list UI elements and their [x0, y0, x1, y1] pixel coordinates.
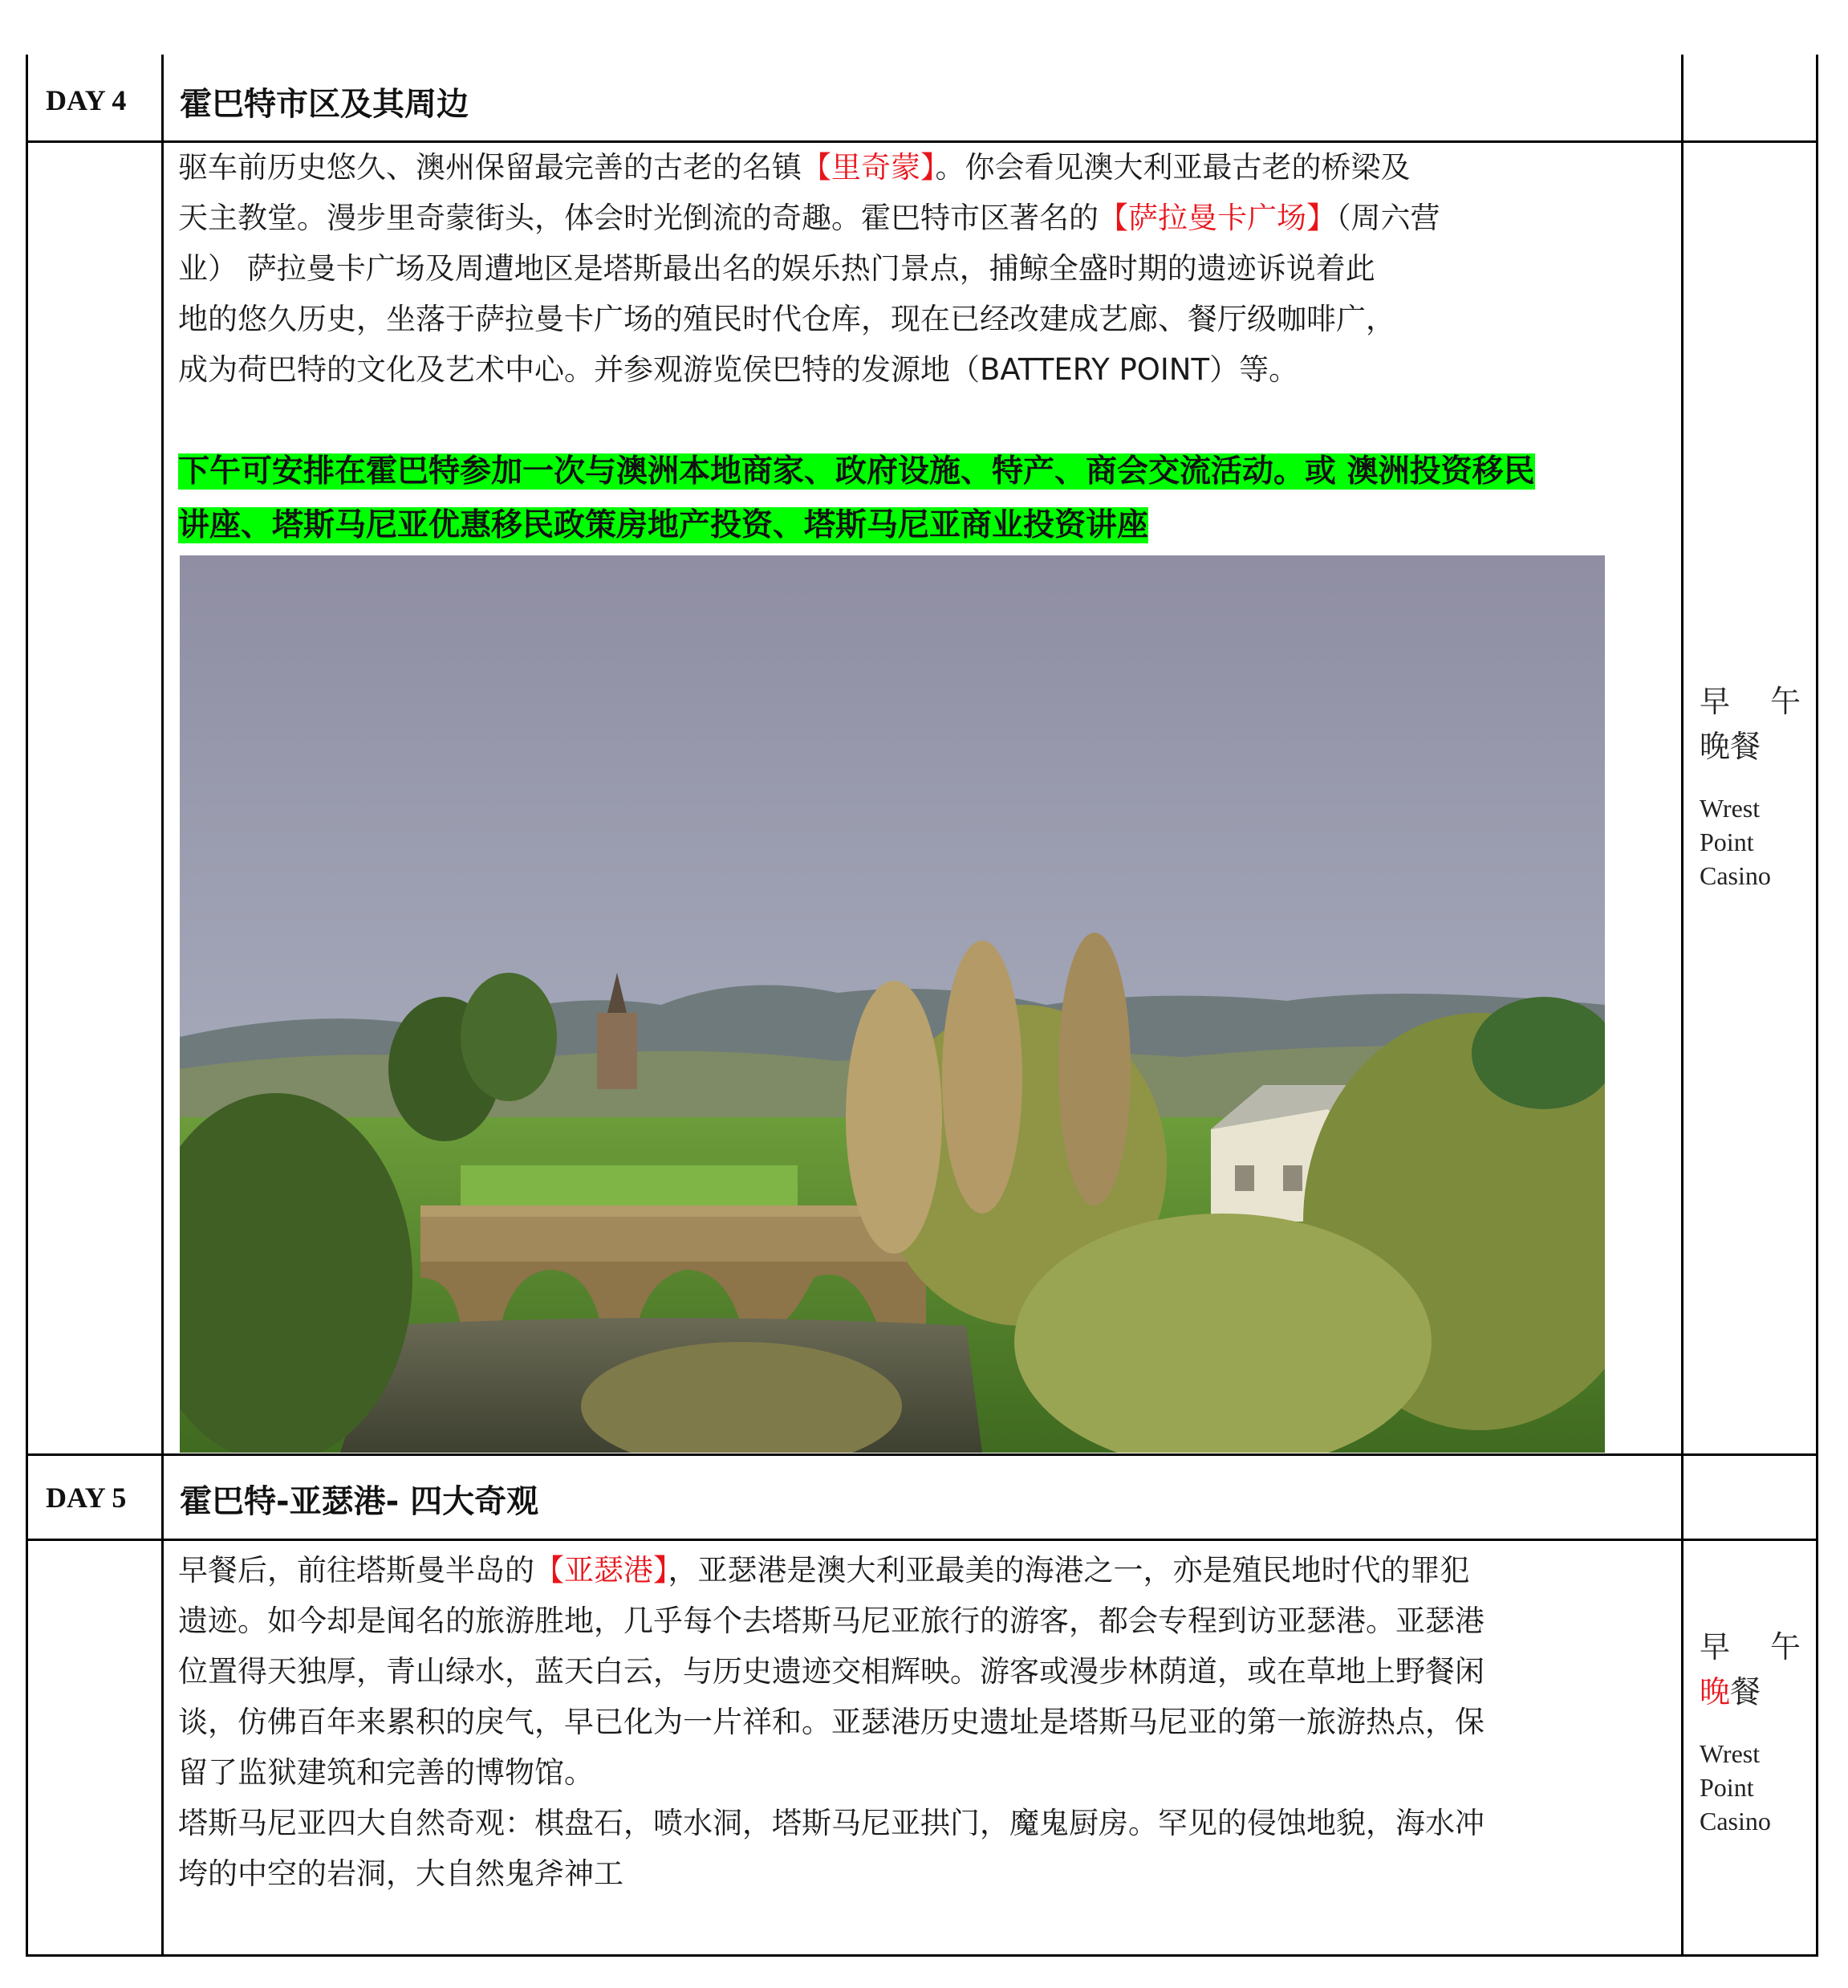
text-line: 塔斯马尼亚四大自然奇观：棋盘石，喷水洞，塔斯马尼亚拱门，魔鬼厨房。罕见的侵蚀地貌，海水冲: [178, 1806, 1484, 1840]
text-line: 留了监狱建筑和完善的博物馆。: [178, 1755, 594, 1790]
day5-description: [178, 1545, 1679, 1899]
meal-lunch: 午: [1769, 684, 1801, 719]
text-line: 成为荷巴特的文化及艺术中心。并参观游览侯巴特的发源地（BATTERY POINT）等。: [178, 352, 1299, 387]
place-port-arthur: 【亚瑟港】: [534, 1553, 668, 1588]
table-divider-1: [161, 55, 164, 1957]
table-border-right: [1816, 55, 1818, 1957]
meal-dinner: 晚餐: [1700, 729, 1761, 764]
place-salamanca: 【萨拉曼卡广场】: [1099, 201, 1336, 235]
meal-breakfast: 早: [1700, 684, 1731, 719]
text-line: 遗迹。如今却是闻名的旅游胜地，几乎每个去塔斯马尼亚旅行的游客，都会专程到访亚瑟港。亚瑟港: [178, 1604, 1484, 1638]
place-richmond: 【里奇蒙】: [802, 150, 936, 185]
day5-meals: [1700, 1624, 1812, 1838]
text-line: 谈，仿佛百年来累积的戾气，早已化为一片祥和。亚瑟港历史遗址是塔斯马尼亚的第一旅游热点，保: [178, 1705, 1484, 1739]
table-border-bottom: [26, 1954, 1818, 1957]
day4-meals: [1700, 679, 1812, 892]
highlight-line: 讲座、塔斯马尼亚优惠移民政策房地产投资、塔斯马尼亚商业投资讲座: [178, 507, 1149, 543]
text-line: 驱车前历史悠久、澳州保留最完善的古老的名镇【里奇蒙】。你会看见澳大利亚最古老的桥梁及: [178, 150, 1411, 185]
text-line: 业） 萨拉曼卡广场及周遭地区是塔斯最出名的娱乐热门景点，捕鲸全盛时期的遗迹诉说着此: [178, 251, 1375, 286]
hotel-name: Wrest Point Casino: [1700, 794, 1771, 890]
text-line: 垮的中空的岩洞，大自然鬼斧神工: [178, 1856, 623, 1891]
text-line: 天主教堂。漫步里奇蒙街头，体会时光倒流的奇趣。霍巴特市区著名的【萨拉曼卡广场】（周六营: [178, 201, 1440, 235]
meal-lunch: 午: [1769, 1629, 1801, 1665]
day5-title: 霍巴特-亚瑟港- 四大奇观: [180, 1483, 539, 1520]
day4-label: DAY 4: [46, 84, 127, 116]
row-border: [26, 1453, 1818, 1456]
day5-label: DAY 5: [46, 1482, 127, 1514]
day4-title: 霍巴特市区及其周边: [180, 86, 469, 123]
day4-highlight-note: [178, 445, 1671, 552]
row-border: [26, 1539, 1818, 1541]
meal-dinner: 晚餐: [1700, 1674, 1761, 1710]
text-line: 地的悠久历史，坐落于萨拉曼卡广场的殖民时代仓库，现在已经改建成艺廊、餐厅级咖啡广，: [178, 302, 1395, 336]
highlight-line: 下午可安排在霍巴特参加一次与澳洲本地商家、政府设施、特产、商会交流活动。或 澳洲投资移民: [178, 453, 1535, 490]
text-line: 位置得天独厚，青山绿水，蓝天白云，与历史遗迹交相辉映。游客或漫步林荫道，或在草地上野餐闲: [178, 1654, 1484, 1689]
text-line: 早餐后，前往塔斯曼半岛的【亚瑟港】，亚瑟港是澳大利亚最美的海港之一，亦是殖民地时代的罪犯: [178, 1553, 1470, 1588]
hotel-name: Wrest Point Casino: [1700, 1739, 1771, 1836]
table-divider-2: [1681, 55, 1684, 1957]
day4-description: [178, 142, 1590, 395]
meal-breakfast: 早: [1700, 1629, 1731, 1665]
table-border-left: [26, 55, 28, 1957]
richmond-bridge-photo: [180, 555, 1605, 1453]
